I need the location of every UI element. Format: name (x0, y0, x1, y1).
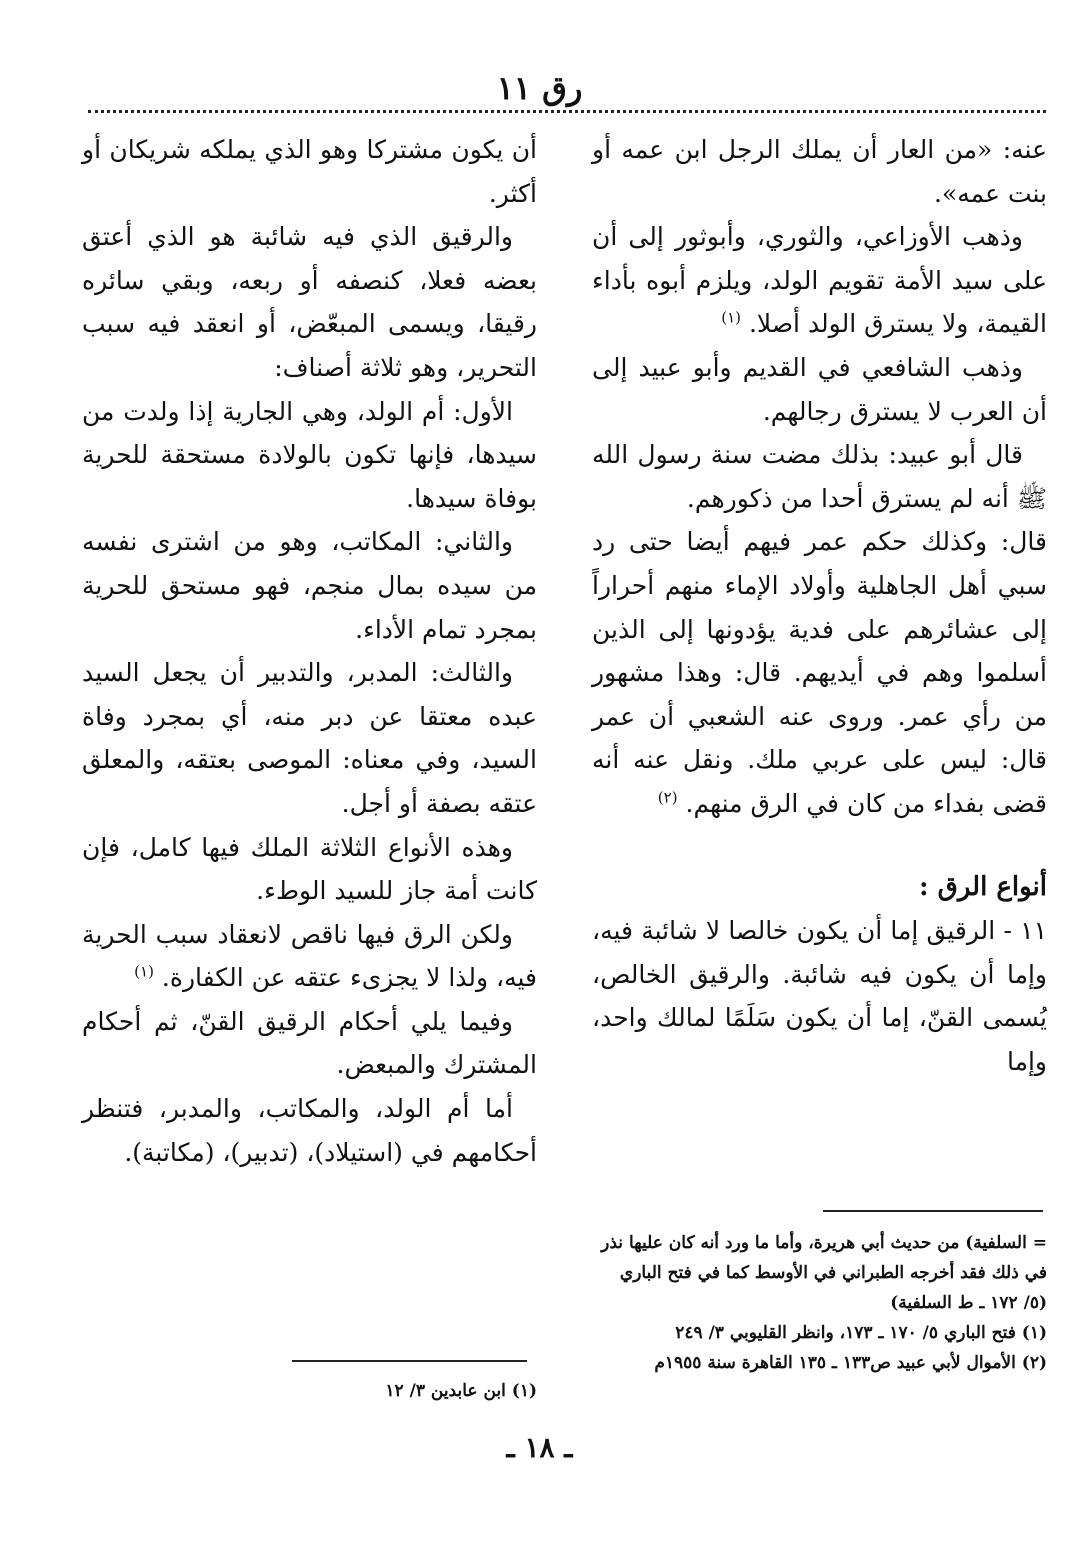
footnote-1: (١) فتح الباري ٥/ ١٧٠ ـ ١٧٣، وانظر القليوبي ٣/ ٢٤٩ (675, 1323, 1047, 1343)
paragraph-shafii: وذهب الشافعي في القديم وأبو عبيد إلى أن العرب لا يسترق رجالهم. (592, 352, 1047, 426)
paragraph-umar: قال: وكذلك حكم عمر فيهم أيضا حتى رد سبي أهل الجاهلية وأولاد الإماء منهم أحراراً إلى عشائرهم على فدية يؤدونها إلى الذين أسلموا وهم في أيديهم. قال: وهذا مشهور من رأي عمر. وروى عنه الشعبي أن عمر قال: ليس على عربي ملك. ونقل عنه أنه قضى بفداء من كان في الرق منهم. $^{(٢)}$ (592, 527, 1047, 818)
left-column (82, 128, 537, 1174)
footnotes-left (82, 1376, 537, 1406)
footnote-left-1: (١) ابن عابدين ٣/ ١٢ (385, 1381, 537, 1401)
paragraph-full-ownership: وهذه الأنواع الثلاثة الملك فيها كامل، فإن كانت أمة جاز للسيد الوطء. (82, 832, 537, 906)
footnote-2: (٢) الأموال لأبي عبيد ص١٣٣ ـ ١٣٥ القاهرة سنة ١٩٥٥م (654, 1353, 1047, 1373)
paragraph-mukatab: والثاني: المكاتب، وهو من اشترى نفسه من سيده بمال منجم، فهو مستحق للحرية بمجرد تمام الأداء. (82, 527, 537, 644)
page-number: ـ ١٨ ـ (506, 1431, 573, 1464)
paragraph-mudabbar: والثالث: المدبر، والتدبير أن يجعل السيد عبده معتقا عن دبر منه، أي بمجرد وفاة السيد، وفي معناه: الموصى بعتقه، والمعلق عتقه بصفة أو أجل. (82, 658, 537, 818)
footnote-marker: (١) (134, 962, 154, 981)
right-column (592, 128, 1047, 1083)
paragraph-abu-ubayd: قال أبو عبيد: بذلك مضت سنة رسول الله ﷺ أنه لم يسترق أحدا من ذكورهم. (592, 440, 1047, 513)
header-dotted-rule (88, 110, 1046, 113)
paragraph-shared: أن يكون مشتركا وهو الذي يملكه شريكان أو أكثر. (82, 135, 537, 208)
paragraph-umm-walad: الأول: أم الولد، وهي الجارية إذا ولدت من سيدها، فإنها تكون بالولادة مستحقة للحرية بوفاة سيدها. (82, 396, 537, 513)
footnotes-right (592, 1228, 1047, 1378)
section-heading: أنواع الرق : (919, 871, 1047, 902)
footnote-continued: = السلفية) من حديث أبي هريرة، وأما ما ورد أنه كان عليها نذر في ذلك فقد أخرجه الطبراني في الأوسط كما في فتح الباري (٥/ ١٧٢ ـ ط السلفية) (601, 1233, 1047, 1313)
footnote-marker: (١) (721, 309, 741, 328)
paragraph-following: وفيما يلي أحكام الرقيق القنّ، ثم أحكام المشترك والمبعض. (82, 1006, 537, 1080)
paragraph-types: ١١ - الرقيق إما أن يكون خالصا لا شائبة فيه، وإما أن يكون فيه شائبة. والرقيق الخالص، يُسمى القنّ، إما أن يكون سَلَمًا لمالك واحد، وإما (592, 916, 1047, 1076)
page-header-title: رق ١١ (496, 69, 583, 107)
paragraph-deficient: ولكن الرق فيها ناقص لانعقاد سبب الحرية فيه، ولذا لا يجزىء عتقه عن الكفارة. $^{(١)}$ (82, 919, 537, 993)
footnote-rule-left (292, 1360, 527, 1362)
footnote-marker: (٢) (657, 788, 678, 807)
paragraph-quote: عنه: «من العار أن يملك الرجل ابن عمه أو بنت عمه». (592, 135, 1047, 208)
paragraph-partial: والرقيق الذي فيه شائبة هو الذي أعتق بعضه فعلا، كنصفه أو ربعه، وبقي سائره رقيقا، ويسمى المبعّض، أو انعقد فيه سبب التحرير، وهو ثلاثة أصناف: (82, 222, 537, 382)
footnote-rule-right (823, 1210, 1043, 1212)
paragraph-awzai: وذهب الأوزاعي، والثوري، وأبوثور إلى أن على سيد الأمة تقويم الولد، ويلزم أبوه بأداء القيمة، ولا يسترق الولد أصلا. $^{(١)}$ (592, 222, 1047, 339)
paragraph-references: أما أم الولد، والمكاتب، والمدبر، فتنظر أحكامهم في (استيلاد)، (تدبير)، (مكاتبة). (82, 1094, 537, 1167)
